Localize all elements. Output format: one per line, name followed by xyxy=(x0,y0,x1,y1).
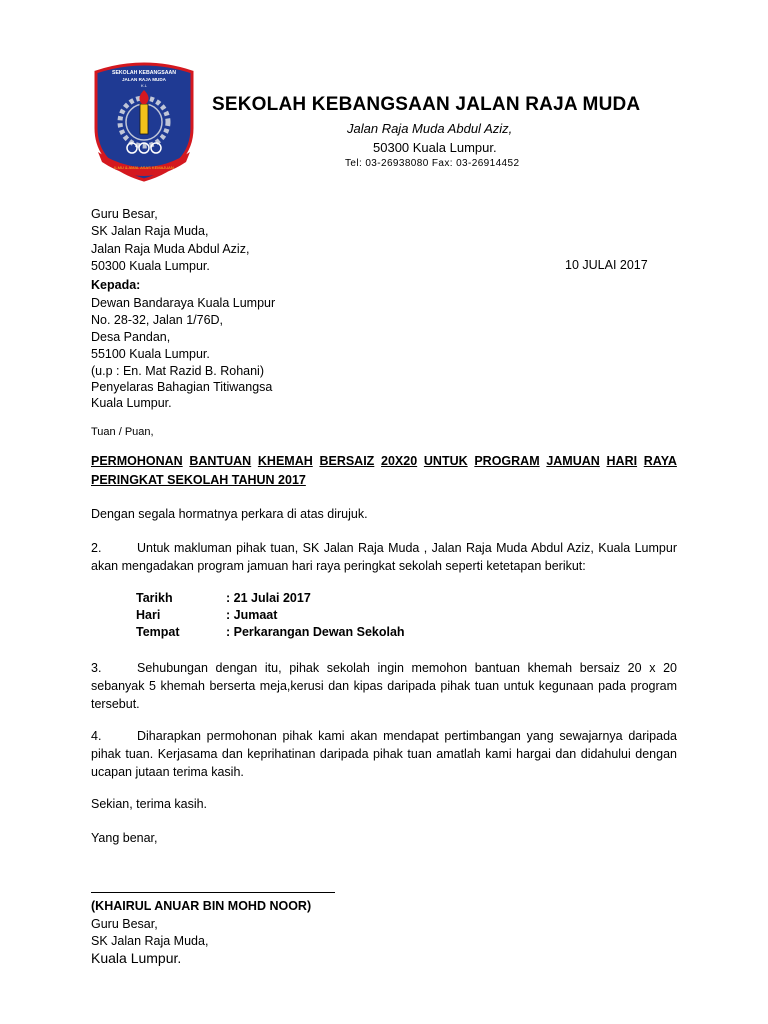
paragraph-number: 4. xyxy=(91,729,102,743)
paragraph-3 xyxy=(91,659,677,713)
signatory-title: SK Jalan Raja Muda, xyxy=(91,934,209,948)
paragraph-4-line2: pihak tuan. Kerjasama dan keprihatinan daripada pihak tuan amatlah kami hargai dan didahului dengan xyxy=(91,747,677,761)
recipient-heading: Kepada: xyxy=(91,278,141,292)
subject-word: KHEMAH xyxy=(257,454,313,468)
signatory-title: Guru Besar, xyxy=(91,917,158,931)
subject-line1 xyxy=(91,452,677,471)
subject-word: BANTUAN xyxy=(189,454,252,468)
letter-subject xyxy=(91,452,677,490)
closing: Sekian, terima kasih. xyxy=(91,797,208,811)
signatory-name: (KHAIRUL ANUAR BIN MOHD NOOR) xyxy=(91,899,312,913)
paragraph-text: Untuk makluman pihak tuan, SK Jalan Raja Muda , Jalan Raja Muda Abdul Aziz, Kuala Lumpur xyxy=(137,541,677,555)
recipient-line: Kuala Lumpur. xyxy=(91,396,172,410)
svg-text:SEKOLAH KEBANGSAAN: SEKOLAH KEBANGSAAN xyxy=(112,70,176,76)
recipient-line: Penyelaras Bahagian Titiwangsa xyxy=(91,380,273,394)
detail-row-tempat xyxy=(136,625,405,639)
sender-line: SK Jalan Raja Muda, xyxy=(91,224,209,238)
signatory-title: Kuala Lumpur. xyxy=(91,950,182,966)
paragraph-4 xyxy=(91,727,677,781)
school-name: SEKOLAH KEBANGSAAN JALAN RAJA MUDA xyxy=(212,94,641,115)
subject-word: HARI xyxy=(606,454,638,468)
detail-label: Tempat xyxy=(136,625,180,639)
paragraph-text: Sehubungan dengan itu, pihak sekolah ingin memohon bantuan khemah bersaiz 20 x 20 xyxy=(137,661,677,675)
detail-value: : Jumaat xyxy=(226,608,278,622)
signoff: Yang benar, xyxy=(91,831,158,845)
recipient-line: Desa Pandan, xyxy=(91,330,171,344)
paragraph-3-line3: tersebut. xyxy=(91,697,140,711)
subject-word: JAMUAN xyxy=(546,454,600,468)
svg-text:JALAN RAJA MUDA: JALAN RAJA MUDA xyxy=(122,77,166,82)
school-contact: Tel: 03-26938080 Fax: 03-26914452 xyxy=(345,158,520,169)
paragraph-2 xyxy=(91,539,677,575)
subject-word: 20X20 xyxy=(381,454,418,468)
subject-word: BERSAIZ xyxy=(319,454,375,468)
detail-label: Tarikh xyxy=(136,591,173,605)
paragraph-3-line1 xyxy=(91,659,677,677)
sender-line: Guru Besar, xyxy=(91,207,158,221)
recipient-line: No. 28-32, Jalan 1/76D, xyxy=(91,313,224,327)
subject-word: PROGRAM xyxy=(474,454,540,468)
intro-paragraph: Dengan segala hormatnya perkara di atas dirujuk. xyxy=(91,507,368,521)
paragraph-text: Diharapkan permohonan pihak kami akan mendapat pertimbangan yang sewajarnya daripada xyxy=(137,729,677,743)
paragraph-2-line1 xyxy=(91,539,677,557)
subject-word: UNTUK xyxy=(423,454,468,468)
salutation: Tuan / Puan, xyxy=(91,426,154,438)
subject-word: PERMOHONAN xyxy=(91,454,183,468)
sender-line: Jalan Raja Muda Abdul Aziz, xyxy=(91,242,250,256)
paragraph-3-line2: sebanyak 5 khemah berserta meja,kerusi dan kipas daripada pihak tuan untuk kegunaan pada program xyxy=(91,679,677,693)
detail-value: : Perkarangan Dewan Sekolah xyxy=(226,625,405,639)
detail-label: Hari xyxy=(136,608,161,622)
letter-date: 10 JULAI 2017 xyxy=(565,258,648,272)
sender-line: 50300 Kuala Lumpur. xyxy=(91,259,210,273)
paragraph-number: 2. xyxy=(91,541,102,555)
paragraph-number: 3. xyxy=(91,661,102,675)
svg-text:K.L: K.L xyxy=(140,83,148,88)
signature-line xyxy=(91,892,335,893)
paragraph-4-line3: ucapan jutaan terima kasih. xyxy=(91,765,244,779)
recipient-line: (u.p : En. Mat Razid B. Rohani) xyxy=(91,364,264,378)
subject-line2: PERINGKAT SEKOLAH TAHUN 2017 xyxy=(91,473,306,487)
paragraph-4-line1 xyxy=(91,727,677,745)
svg-text:ILMU & AMAL ASAS KEMAJUAN: ILMU & AMAL ASAS KEMAJUAN xyxy=(114,165,174,170)
recipient-line: Dewan Bandaraya Kuala Lumpur xyxy=(91,296,276,310)
recipient-line: 55100 Kuala Lumpur. xyxy=(91,347,210,361)
school-address-line1: Jalan Raja Muda Abdul Aziz, xyxy=(347,121,513,136)
detail-row-tarikh xyxy=(136,591,311,605)
detail-value: : 21 Julai 2017 xyxy=(226,591,311,605)
subject-word: RAYA xyxy=(643,454,677,468)
school-address-line2: 50300 Kuala Lumpur. xyxy=(373,140,497,155)
school-crest-logo xyxy=(90,58,198,182)
detail-row-hari xyxy=(136,608,277,622)
paragraph-2-line2: akan mengadakan program jamuan hari raya peringkat sekolah seperti ketetapan berikut: xyxy=(91,559,586,573)
